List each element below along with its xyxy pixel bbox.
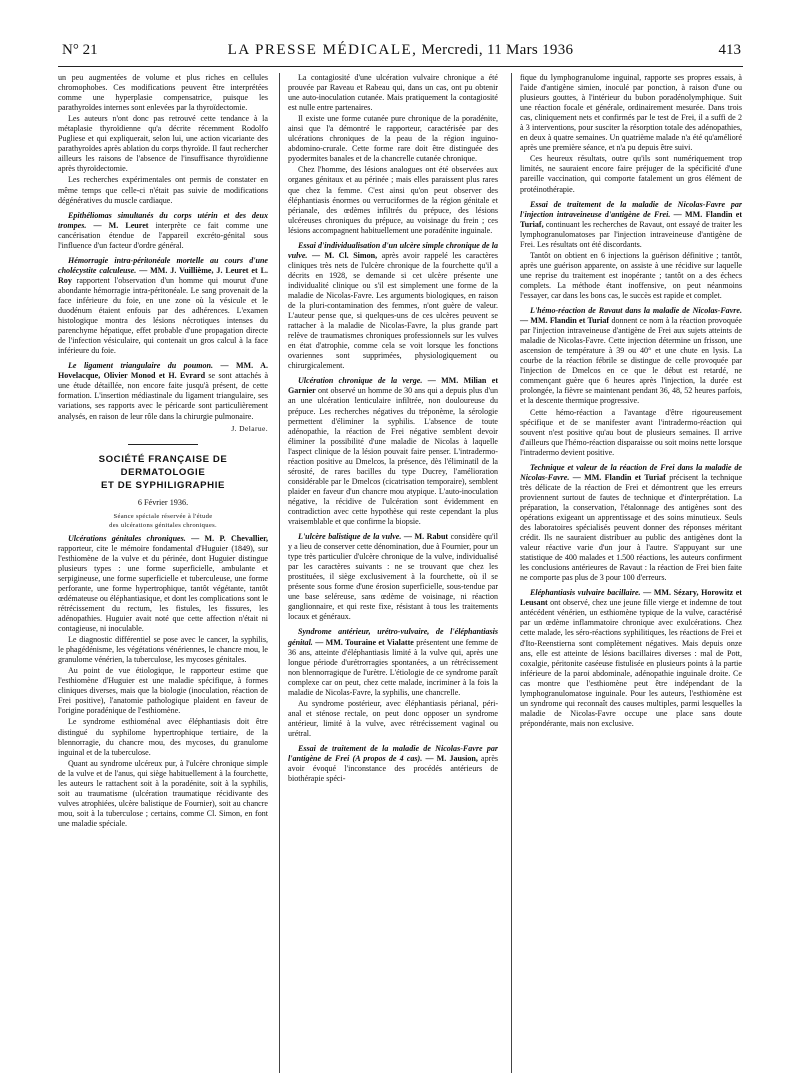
session-subtitle <box>58 512 268 530</box>
issue-number: N° 21 <box>62 42 98 58</box>
communication <box>288 627 498 697</box>
communication-authors: — MM. Sézary, Horowitz et Leusant <box>520 588 742 608</box>
masthead <box>58 42 743 64</box>
communication <box>520 588 742 729</box>
communication <box>58 534 268 634</box>
communication-authors: — M. Jausion, <box>425 754 478 764</box>
communication-authors: — MM. Touraine et Vialatte <box>315 637 414 647</box>
communication-text: considère qu'il y a lieu de conserver cette dénomination, due à Fournier, pour un type très particulier d'ulcère chronique de la vulve, individualisé par les caractères suivants : ne se trouvant que chez les prostituées, il siège exclusivement à la fourchette, où il se présente sous forme d'une érosion superficielle, sous-tendue par une base seléreuse, sans œdème de voisinage, ni réaction ganglionnaire, et qui reste fixe, résistant à tous les traitements locaux et généraux. <box>288 532 498 622</box>
paragraph: Chez l'homme, des lésions analogues ont été observées aux organes génitaux et au périnée ; mais elles paraissent plus rares que chez la femme. C'est ainsi qu'on peut observer des éléphantiasis énormes ou verruciformes de la région génitale et périanale, des œdèmes infiltrés du prépuce, des lésions ulcéreuses chroniques du prépuce, au voisinage du frein ; ces lésions accompagnent habituellement une poradénite inguinale. <box>288 165 498 235</box>
communication-text: présentent une femme de 36 ans, atteinte d'éléphantiasis limité à la vulve qui, après une longue période d'urétrorragies spontanées, a un rétrécissement non blennorragique de l'urètre. L'étiologie de ce syndrome paraît complexe car on peut, chez cette malade, incriminer à la fois la maladie de Nicolas-Favre, la syphilis, une chancrelle. <box>288 637 498 697</box>
column-1 <box>58 73 268 830</box>
paragraph: fique du lymphogranulome inguinal, rapporte ses propres essais, à l'aide d'antigène simien, inoculé par ponction, à raison d'une ou plusieurs gouttes, à l'intérieur du bubon poradénolymphique. Suit une réaction focale et générale, ordinairement mesurée. Dans trois cas, cliniquement nets et confirmés par le test de Frei, il a suffi de 2 à 3 interventions, pour susciter la résorption totale des adénopathies, en deux à quatre semaines. Un quatrième malade n'a été qu'amélioré après une première séance, et n'a pu depuis être suivi. <box>520 73 742 153</box>
communication <box>520 306 742 406</box>
communication-title: Ulcération chronique de la verge. <box>298 376 423 386</box>
communication-text: rapportent l'observation d'un homme qui mourut d'une abondante hémorragie intra-péritonéale. Le sang provenait de la face inférieure du foie, en une zone où la vésicule et le duodénum étaient enfouis par des adhérences. L'examen histologique montra des lésions nécrotiques intenses du parenchyme hépatique, effet probable d'une propagation directe de l'infection vésiculaire, qui contenait un gros calcul à la face inférieure du foie. <box>58 275 268 356</box>
communication-authors: — MM. J. Vuillième, J. Leuret et L. Roy <box>58 265 268 285</box>
society-name-line-1: SOCIÉTÉ FRANÇAISE DE DERMATOLOGIE <box>98 453 228 478</box>
communication <box>520 463 742 584</box>
communication-text: après avoir rappelé les caractères cliniques très nets de l'ulcère chronique de la fourchette qu'il a décrits en 1928, se demande si cet ulcère présente une individualité clinique ou s'il est simplement une forme de la maladie de Nicolas-Favre. Les arguments biologiques, en raison de la pluri-contamination des femmes, n'ont guère de valeur. L'auteur pense que, si quelques-uns de ces ulcères peuvent se rattacher à la maladie de Nicolas-Favre, la plus grande part relève de traumatismes chroniques professionnels sur les vulves en état d'atrophie, comme cela se voit lorsque les fonctions ovariennes sont supprimées, physiologiquement ou chirurgicalement. <box>288 250 498 371</box>
column-divider-2 <box>511 73 512 1073</box>
communication-authors: — M. Leuret <box>93 220 149 230</box>
page-number: 413 <box>718 42 741 58</box>
paragraph: Tantôt on obtient en 6 injections la guérison définitive ; tantôt, après une guérison apparente, on assiste à une récidive sur laquelle une reprise du traitement est inopérante ; tantôt on a des échecs complets. La méthode étant inoffensive, on peut néanmoins l'essayer, car dans les bons cas, le succès est rapide et complet. <box>520 250 742 300</box>
issue-date: Mercredi, 11 Mars 1936 <box>421 42 574 58</box>
communication <box>58 361 268 421</box>
column-3 <box>520 73 742 730</box>
paragraph: Cette hémo-réaction a l'avantage d'être rigoureusement spécifique et de se manifester avant l'intradermo-réaction qui souvent n'est positive qu'au bout de plusieurs semaines. Il arrive d'ailleurs que l'hémo-réaction disparaisse ou soit moins nette lorsque l'intradermo devient positive. <box>520 407 742 457</box>
communication-authors: — MM. Flandin et Turiaf, <box>520 209 742 229</box>
meeting-date: 6 Février 1936. <box>137 497 189 507</box>
communication <box>58 211 268 251</box>
section-divider <box>128 444 198 445</box>
paragraph: un peu augmentées de volume et plus riches en cellules chromophobes. Ces modifications peuvent être interprétées comme une hyperplasie compensatrice, puisque les parathyroïdes internes sont enlevées par la thyroïdectomie. <box>58 73 268 113</box>
communication-text: se sont attachés à une étude détaillée, non encore faite jusqu'à présent, de cette formation. L'insertion médiastinale du ligament triangulaire, ses variations, ses rapports avec le péricarde sont particulièrement analysés, en raison de leur rôle dans la chirurgie pulmonaire. <box>58 371 269 421</box>
communication-title: L'hémo-réaction de Ravaut dans la maladie de Nicolas-Favre. <box>530 306 742 316</box>
communication <box>58 256 268 356</box>
communication-authors: — M. Rabut <box>403 532 449 542</box>
communication-title: Le ligament triangulaire du poumon. <box>68 361 213 371</box>
communication <box>288 744 498 784</box>
communication-authors: — MM. Flandin et Turiaf <box>572 472 666 482</box>
communication-title: Essai de traitement de la maladie de Nicolas-Favre par l'injection intraveineuse d'antigène de Frei. <box>520 199 742 219</box>
communication-text: ont observé, chez une jeune fille vierge et indemne de tout antécédent vénérien, un esthiomène typique de la vulve, caractérisé par un œdème inflammatoire chronique avec exulcérations. Chez cette malade, les séro-réactions syphilitiques, les réactions de Frei et d'Ito-Reenstierna sont complètement négatives. Mais depuis onze ans, elle est atteinte de lésions bacillaires diverses : mal de Pott, coxalgie, péritonite caséeuse fistulisée en plusieurs points à la partie inférieure de la paroi abdominale, adénopathie inguinale droite. Ce cas montre que l'esthiomène peut être indépendant de la lymphogranulomatose inguinale. Pour les auteurs, l'esthiomène est un syndrome qui reconnaît des causes multiples, parmi lesquelles la maladie de Nicolas-Favre occupe une place sans doute prépondérante, mais non exclusive. <box>520 598 742 728</box>
communication-text: continuant les recherches de Ravaut, ont essayé de traiter les lymphogranulomatoses par l'injection intraveineuse d'antigène de Frei. Les résultats ont été discordants. <box>520 219 742 249</box>
communication <box>288 532 498 622</box>
communication-title: Ulcérations génitales chroniques. <box>68 533 186 543</box>
communication-title: Essai de traitement de la maladie de Nicolas-Favre par l'antigène de Frei (A propos de 4 cas). <box>288 744 498 764</box>
journal-name: LA PRESSE MÉDICALE, <box>227 42 418 58</box>
communication-text: interprète ce fait comme une cancérisation étendue de l'appareil excréto-génital sous l'influence d'un facteur d'ordre général. <box>58 220 268 250</box>
communication-title: Eléphantiasis vulvaire bacillaire. <box>530 588 641 598</box>
communication-text: après avoir évoqué l'inconstance des procédés antérieurs de biothérapie spéci- <box>288 754 499 784</box>
journal-title-line <box>58 42 743 59</box>
paragraph: Il existe une forme cutanée pure chronique de la poradénite, ainsi que l'a démontré le rapporteur, caractérisée par des ulcérations chroniques de la peau de la région inguino-abdomino-crurale. Cette forme rare doit être distinguée des pyodermites banales et de la chancrelle cutanée chronique. <box>288 114 498 164</box>
communication-title: Hémorragie intra-péritonéale mortelle au cours d'une cholécystite calculeuse. <box>58 255 268 275</box>
signature: J. Delarue. <box>231 423 268 433</box>
communication <box>288 376 498 527</box>
communication-title: Syndrome antérieur, urétro-vulvaire, de l'éléphantiasis génital. <box>288 627 498 647</box>
communication-text: donnent ce nom à la réaction provoquée par l'injection intraveineuse d'antigène de Frei aux sujets atteints de maladie de Nicolas-Favre. Cette injection détermine un frisson, une ascension de température à 39 ou 40° et une chute en lysis. La courbe de la réaction fébrile se distingue de celle provoquée par l'injection de Dmelcos en ce que le début est retardé, ne commençant guère que 6 heures après l'injection, la durée est prolongée, la fièvre se maintenant pendant 36, 48, 52 heures parfois, et la descente thermique progressive. <box>520 316 743 406</box>
communication <box>520 200 742 250</box>
communication-title: Essai d'individualisation d'un ulcère simple chronique de la vulve. <box>288 240 498 260</box>
communication-authors: — MM. Milian et Garnier <box>288 376 498 396</box>
communication-title: Epithéliomas simultanés du corps utérin et des deux trompes. <box>58 210 268 230</box>
communication-text: précisent la technique très délicate de la réaction de Frei et démontrent que les erreurs proviennent surtout de fautes de technique et d'interprétation. La préparation, la conservation, l'étalonnage des antigènes sont des opérations exigeant un apprentissage et des soins minutieux. Seuls des laboratoires spécialisés peuvent donner des réponses méritant crédit. Ils ne sauraient distribuer au public des antigènes dont la valeur réactive varie d'un jour à l'autre. S'appuyant sur une statistique de 400 malades et 1.500 réactions, les auteurs confirment les conclusions antérieures de Ravaut : la réaction de Frei bien faite ne comporte pas plus de 3 pour 100 d'erreurs. <box>520 472 743 583</box>
society-name-line-2: ET DE SYPHILIGRAPHIE <box>101 479 225 491</box>
paragraph: Les recherches expérimentales ont permis de constater en même temps que celle-ci n'était pas suivie de modifications dégénératives du muscle cardiaque. <box>58 175 268 205</box>
column-divider-1 <box>279 73 280 1073</box>
communication <box>288 241 498 372</box>
paragraph: Au syndrome postérieur, avec éléphantiasis périanal, péri-anal et sténose rectale, on peut donc opposer un syndrome antérieur, limité à la vulve, avec rétrécissement vaginal ou urétral. <box>288 698 498 738</box>
paragraph: Quant au syndrome ulcéreux pur, à l'ulcère chronique simple de la vulve et de l'anus, qui siège habituellement à la fourchette, les auteurs le rattachent soit à la poradénite, soit à la syphilis, soit au traumatisme (ulcération traumatique récidivante des vulves atrophiées, ulcère balistique de Fournier), soit au chancre mou, soit à la tuberculose ; certains, comme Cl. Simon, en font une maladie spéciale. <box>58 758 268 828</box>
society-heading <box>58 453 268 492</box>
communication-title: Technique et valeur de la réaction de Frei dans la maladie de Nicolas-Favre. <box>520 462 742 482</box>
paragraph: Au point de vue étiologique, le rapporteur estime que l'esthiomène d'Huguier est une maladie spécifique, à formes cliniques diverses, mais que la biologie (inoculation, réaction de Frei positive), l'anatomie pathologique plaident en faveur de l'origine poradénique de l'esthiomène. <box>58 666 268 716</box>
communication-title: L'ulcère balistique de la vulve. <box>298 532 402 542</box>
communication-authors: — MM. Flandin et Turiaf <box>520 316 610 326</box>
communication-text: rapporteur, cite le mémoire fondamental d'Huguier (1849), sur l'esthiomène de la vulve et du périnée, dont Huguier distingue plusieurs types : une forme superficielle, ambulante et serpigineuse, une forme superficielle et tuberculeuse, une forme perforante, une forme hypertrophique, tantôt végétante, tantôt œdémateuse ou éléphantiasique, et dont les complications sont le rétrécissement du rectum, les fistules, les fissures, les adénopathies. Huguier avait noté que cette affection n'était ni contagieuse, ni inoculable. <box>58 543 268 634</box>
communication-authors: — M. P. Chevallier, <box>191 533 268 543</box>
communication-authors: — MM. A. Hovelacque, Olivier Monod et H. Evrard <box>58 361 269 381</box>
paragraph: Ces heureux résultats, outre qu'ils sont numériquement trop limités, ne sauraient encore faire préjuger de la spécificité d'une pareille vaccination, qui comporte fatalement un gros élément de protéinothérapie. <box>520 154 742 194</box>
paragraph: Le diagnostic différentiel se pose avec le cancer, la syphilis, le phagédénisme, les végétations vénériennes, le chancre mou, le granulome vénérien, la tuberculose, les mycoses génitales. <box>58 635 268 665</box>
paragraph: La contagiosité d'une ulcération vulvaire chronique a été prouvée par Raveau et Rabeau qui, dans un cas, ont pu obtenir une auto-inoculation cutanée. Mais pratiquement la contagiosité est nulle entre partenaires. <box>288 73 498 113</box>
communication-text: ont observé un homme de 30 ans qui a depuis plus d'un an une ulcération lenticulaire infiltrée, non douloureuse du prépuce. Les recherches négatives du tréponème, la sérologie permettent d'éliminer la syphilis. L'absence de toute adénopathie, la réaction de Frei négative semblent devoir éliminer la possibilité d'une maladie de Nicolas à laquelle l'aspect clinique de la lésion pouvait faire penser. L'intradermo-réaction positive au Dmelcos, la présence, dès l'éliminatil de la sérosité, de rares bacilles du type Ducrey, l'amélioration considérable par le Dmelcos (cicatrisation temporaire), semblent plaider en faveur d'un chancre mou atypique. L'auto-inoculation négative, la récidive de l'ulcération sont évidemment en contradiction avec cette hypothèse qui reste cependant la plus vraisemblable et que confirme la biopsie. <box>288 386 498 527</box>
header-rule <box>58 66 743 67</box>
paragraph: Le syndrome esthioménal avec éléphantiasis doit être distingué du syphilome hypertrophique tertiaire, de la blennorragie, du chancre mou, des mycoses, du granulome inguinal et de la tuberculose. <box>58 717 268 757</box>
session-subtitle-line-2: des ulcérations génitales chroniques. <box>109 521 217 529</box>
session-subtitle-line-1: Séance spéciale réservée à l'étude <box>113 512 213 520</box>
paragraph: Les auteurs n'ont donc pas retrouvé cette tendance à la métaplasie thyroïdienne qu'a décrite récemment Rodolfo Pugliese et qui expliquerait, selon lui, une action vicariante des parathyroïdes après ablation du corps thyroïde. Il faut rechercher ailleurs les raisons de l'absence de l'insuffisance thyroïdienne après thyroïdectomie. <box>58 114 268 174</box>
communication-authors: — M. Cl. Simon, <box>311 250 378 260</box>
column-2 <box>288 73 498 785</box>
